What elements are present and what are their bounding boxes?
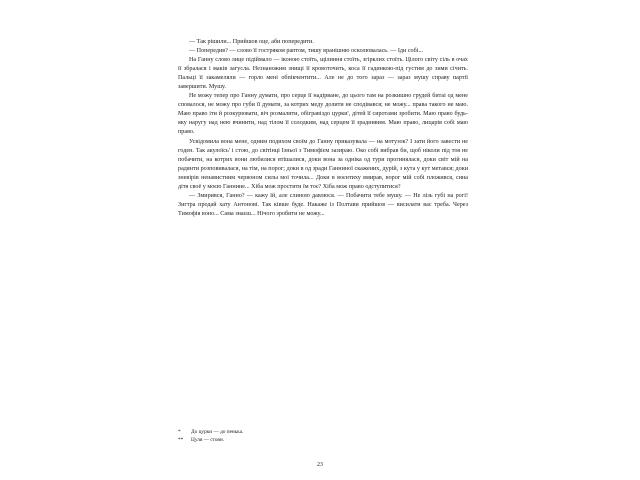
footnote-marker: **	[178, 437, 184, 444]
paragraph: — Так рішили... Прийшов оце, аби попередити.	[189, 39, 314, 45]
footnotes	[178, 428, 468, 445]
footnote	[178, 428, 468, 436]
paragraph: — Змирився, Ганно? — кажу їй, але слиною давлюся. — Побачити тебе мушу. — Не лізь губі на рогі! Зигтра продай хату Антонові. Так ківше буде. Накаже із Полтави прийшов — висилати вас треба. Через Тимофія воно... Сама знаєш... Нічого зробити не можу...	[178, 192, 468, 217]
footnote-marker: *	[178, 429, 181, 435]
paragraph: — Попередив? — слово її гостряком раптом, тишу вранішню осколювалась. — Іди собі...	[189, 48, 424, 55]
footnote	[178, 436, 468, 444]
page-number: 23	[317, 462, 323, 468]
paragraph: На Ганну слово лице підіймало — іконою стоїть, щілиння стоїть, згірклих стоїть. Цілого світу сіль в очах її збралася і маків загусла. Незнаножим знищі її кровоточить, коса її гадинкою-під густим до зими січить. Пальці її закамеляли — горло мені обпікчентити... Але не до того зараз — зараз мушу справу партії завершити. Мушу.	[178, 57, 468, 91]
footnote-text: До цурки — до пенька.	[191, 429, 244, 435]
paragraph: Усвідомила вона мене, одним подихом своїм до Ганну приказувала — на мотузок? І зати його завести не годен. Так акулоїсь' і стою, до світінці Ізньої з Тимофієм зазираю. Око собі вибрав би, щоб ніколи під тоя не побачити, на котрих вони любилися втішалися, доки вона за одніка од тури прогинялася, доки світ мій на радянти розповивалася, на тім, на порог; доки в од зради Ганниної скажених, дурій, з кута у кут метався; доки зневірів ненавистним червоном силы моі точила... Доки в воєнтиху вмирав, ворог мій собі пложився, сина дітя своё у моєю Ганнине... Хіба мож простити їм тоє? Хіба мож право одступитися?	[178, 138, 468, 190]
paragraph: Не можу тепер про Ганну думати, про серце її надірване, до цього там на розкишно грудей битаі од мене сповалося, не можу про губи її думати, за котрих меду долити не сподівався; не можу... права такого не маю. Маю право іти й розкурювати, віч розмалити, обігравіздо цурки', дітей її сиротами зробити. Маю право будь-яку наругу над нею вчинити, над тілом її солодким, над серцем її зраднивим. Маю право, лицарів собі маю право.	[178, 93, 468, 136]
body-text	[178, 38, 468, 219]
footnote-text: Цуля — стоян.	[191, 437, 225, 444]
